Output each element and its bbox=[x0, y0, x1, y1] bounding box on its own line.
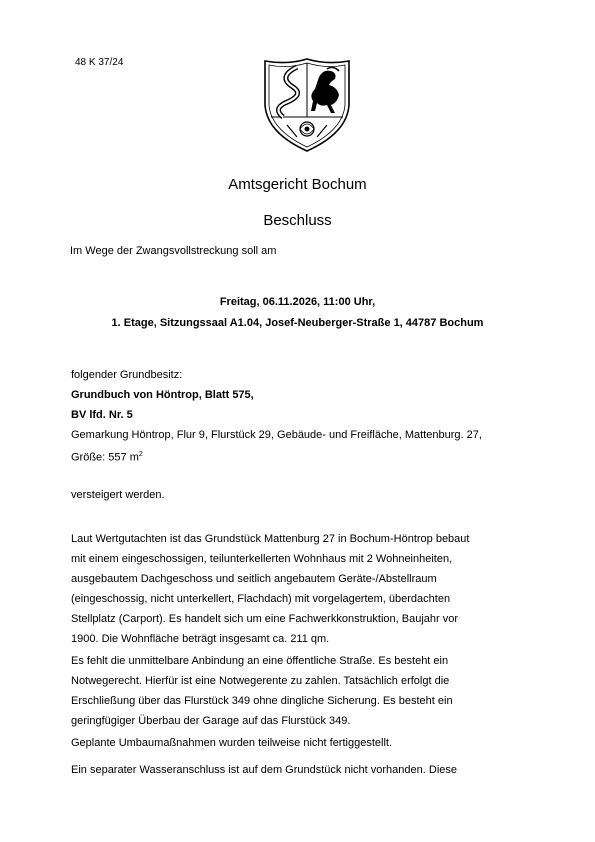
property-size-text: Größe: 557 m bbox=[71, 451, 139, 464]
text-line: geringfügiger Überbau der Garage auf das Flurstück 349. bbox=[71, 715, 351, 727]
text-line: Erschließung über das Flurstück 349 ohne dingliche Sicherung. Es besteht ein bbox=[71, 695, 453, 707]
auction-statement bbox=[71, 485, 526, 505]
document-title: Beschluss bbox=[263, 212, 332, 229]
auction-text: versteigert werden. bbox=[71, 489, 165, 501]
paragraph-4 bbox=[71, 760, 526, 780]
text-line: Es fehlt die unmittelbare Anbindung an eine öffentliche Straße. Es besteht ein bbox=[71, 655, 449, 667]
property-size bbox=[71, 445, 526, 468]
case-number: 48 K 37/24 bbox=[75, 57, 124, 68]
property-register: Grundbuch von Höntrop, Blatt 575, bbox=[71, 389, 254, 401]
text-line: mit einem eingeschossigen, teilunterkellerten Wohnhaus mit 2 Wohneinheiten, bbox=[71, 553, 453, 565]
property-bv-nr: BV lfd. Nr. 5 bbox=[71, 409, 133, 421]
appointment-location: 1. Etage, Sitzungssaal A1.04, Josef-Neuberger-Straße 1, 44787 Bochum bbox=[111, 317, 484, 329]
paragraph-2 bbox=[71, 651, 526, 731]
property-label: folgender Grundbesitz: bbox=[71, 369, 183, 381]
court-name: Amtsgericht Bochum bbox=[228, 176, 367, 193]
intro-text: Im Wege der Zwangsvollstreckung soll am bbox=[70, 245, 277, 257]
property-description: Gemarkung Höntrop, Flur 9, Flurstück 29, Gebäude- und Freifläche, Mattenburg. 27, bbox=[71, 429, 482, 441]
coat-of-arms-icon bbox=[257, 55, 357, 155]
appointment-datetime: Freitag, 06.11.2026, 11:00 Uhr, bbox=[219, 296, 376, 308]
text-line: Notwegerecht. Hierfür ist eine Notwegerente zu zahlen. Tatsächlich erfolgt die bbox=[71, 675, 450, 687]
text-line: Geplante Umbaumaßnahmen wurden teilweise nicht fertiggestellt. bbox=[71, 737, 392, 749]
text-line: (eingeschossig, nicht unterkellert, Flachdach) mit vorgelagertem, überdachten bbox=[71, 593, 451, 605]
text-line: Stellplatz (Carport). Es handelt sich um eine Fachwerkkonstruktion, Baujahr vor bbox=[71, 613, 459, 625]
text-line: Laut Wertgutachten ist das Grundstück Mattenburg 27 in Bochum-Höntrop bebaut bbox=[71, 533, 470, 545]
paragraph-1 bbox=[71, 529, 526, 649]
text-line: Ein separater Wasseranschluss ist auf dem Grundstück nicht vorhanden. Diese bbox=[71, 764, 457, 776]
property-block bbox=[71, 365, 526, 468]
property-size-exponent: 2 bbox=[138, 451, 143, 458]
text-line: 1900. Die Wohnfläche beträgt insgesamt ca. 211 qm. bbox=[71, 633, 330, 645]
text-line: ausgebautem Dachgeschoss und seitlich angebautem Geräte-/Abstellraum bbox=[71, 573, 437, 585]
paragraph-3 bbox=[71, 733, 526, 753]
